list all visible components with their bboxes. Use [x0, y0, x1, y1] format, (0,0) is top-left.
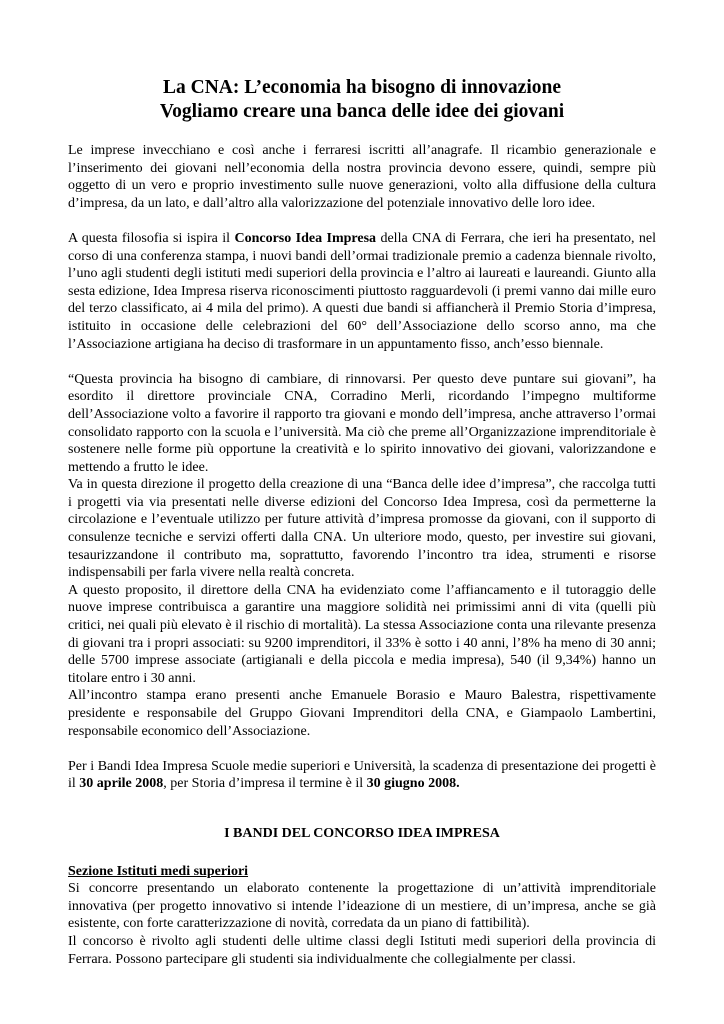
- deadline-scuole: 30 aprile 2008: [79, 776, 164, 792]
- section-paragraph-2: Il concorso è rivolto agli studenti delle ultime classi degli Istituti medi superiori della provincia di Ferrara. Possono partecipare gli studenti sia individualmente che collegialmente per classi.: [68, 933, 656, 967]
- paragraph-concorso-pre: A questa filosofia si ispira il: [68, 230, 235, 246]
- deadline-storia: 30 giugno 2008.: [366, 776, 460, 792]
- scadenze-pre: Per i Bandi Idea Impresa Scuole medie superiori e Università, la scadenza di presentazione dei progetti è il: [68, 758, 656, 792]
- section-heading: I BANDI DEL CONCORSO IDEA IMPRESA: [224, 825, 500, 841]
- document-title: [60, 76, 664, 124]
- paragraph-incontro: All’incontro stampa erano presenti anche Emanuele Borasio e Mauro Balestra, rispettivamente presidente e responsabile del Gruppo Giovani Imprenditori della CNA, e Giampaolo Lambertini, responsabile economico dell’Associazione.: [68, 688, 656, 739]
- subheading-istituti: Sezione Istituti medi superiori: [68, 863, 249, 879]
- paragraph-tutoraggio: A questo proposito, il direttore della CNA ha evidenziato come l’affiancamento e il tutoraggio delle nuove imprese contribuisca a garantire una maggiore solidità nei primissimi anni di vita (quelli più critici, nei quali più elevato è il rischio di mortalità). La stessa Associazione conta una rilevante presenza di giovani tra i propri associati: su 9200 imprenditori, il 33% è sotto i 40 anni, l’8% ha meno di 30 anni; delle 5700 imprese associate (artigianali e della piccola e media impresa), 540 (il 9,34%) hanno un titolare entro i 30 anni.: [68, 582, 656, 686]
- paragraph-quote: “Questa provincia ha bisogno di cambiare, di rinnovarsi. Per questo deve puntare sui giovani”, ha esordito il direttore provinciale CNA, Corradino Merli, ricordando l’impegno multiforme dell’Associazione volto a favorire il rapporto tra giovani e mondo dell’impresa, anche attraverso l’ormai consolidato rapporto con la scuola e l’università. Ma ciò che preme all’Organizzazione imprenditoriale è sostenere nelle forme più opportune la creatività e lo spirito innovativo dei giovani, valorizzandone e mettendo a frutto le idee.: [68, 371, 656, 475]
- paragraph-concorso: [68, 230, 656, 353]
- title-line-2: Vogliamo creare una banca delle idee dei giovani: [159, 101, 565, 122]
- concorso-name: Concorso Idea Impresa: [234, 230, 377, 246]
- title-line-1: La CNA: L’economia ha bisogno di innovazione: [162, 77, 561, 98]
- scadenze-mid: , per Storia d’impresa il termine è il: [163, 776, 367, 792]
- section-paragraph-1: Si concorre presentando un elaborato contenente la progettazione di un’attività imprenditoriale innovativa (per progetto innovativo si intende l’ideazione di un mestiere, di un’impresa, anche se già esistente, con forte caratterizzazione di novità, corredata da un piano di fattibilità).: [68, 881, 656, 932]
- article-body: [68, 142, 656, 968]
- paragraph-intro: Le imprese invecchiano e così anche i ferraresi iscritti all’anagrafe. Il ricambio generazionale e l’inserimento dei giovani nell’economia della nostra provincia devono essere, quindi, sempre più oggetto di un vero e proprio investimento sulle nuove generazioni, volto alla diffusione della cultura d’impresa, da un lato, e dall’altro alla valorizzazione del potenziale innovativo delle loro idee.: [68, 143, 656, 211]
- paragraph-banca-idee: Va in questa direzione il progetto della creazione di una “Banca delle idee d’impresa”, che raccolga tutti i progetti via via presentati nelle diverse edizioni del Concorso Idea Impresa, così da permetterne la circolazione e l’eventuale utilizzo per future attività d’impresa promosse da giovani, con il supporto di consulenze tecniche e servizi offerti dalla CNA. Un ulteriore modo, questo, per investire sui giovani, tesaurizzandone il contributo ma, soprattutto, favorendo l’incontro tra idea, strumenti e risorse indispensabili per farla vivere nella realtà concreta.: [68, 477, 656, 581]
- paragraph-concorso-post: della CNA di Ferrara, che ieri ha presentato, nel corso di una conferenza stampa, i nuovi bandi dell’ormai tradizionale premio a cadenza biennale rivolto, l’uno agli studenti degli istituti medi superiori della provincia e l’altro ai laureati e laureandi. Giunto alla sesta edizione, Idea Impresa riserva riconoscimenti piuttosto ragguardevoli (i premi vanno dai mille euro del terzo classificato, ai 4 mila del primo). A questi due bandi si affiancherà il Premio Storia d’impresa, istituito in occasione delle celebrazioni del 60° dell’Associazione dello scorso anno, ma che l’Associazione artigiana ha deciso di trasformare in un appuntamento fisso, anch’esso biennale.: [68, 230, 656, 352]
- section-subheading: [68, 863, 656, 881]
- paragraph-scadenze: [68, 758, 656, 793]
